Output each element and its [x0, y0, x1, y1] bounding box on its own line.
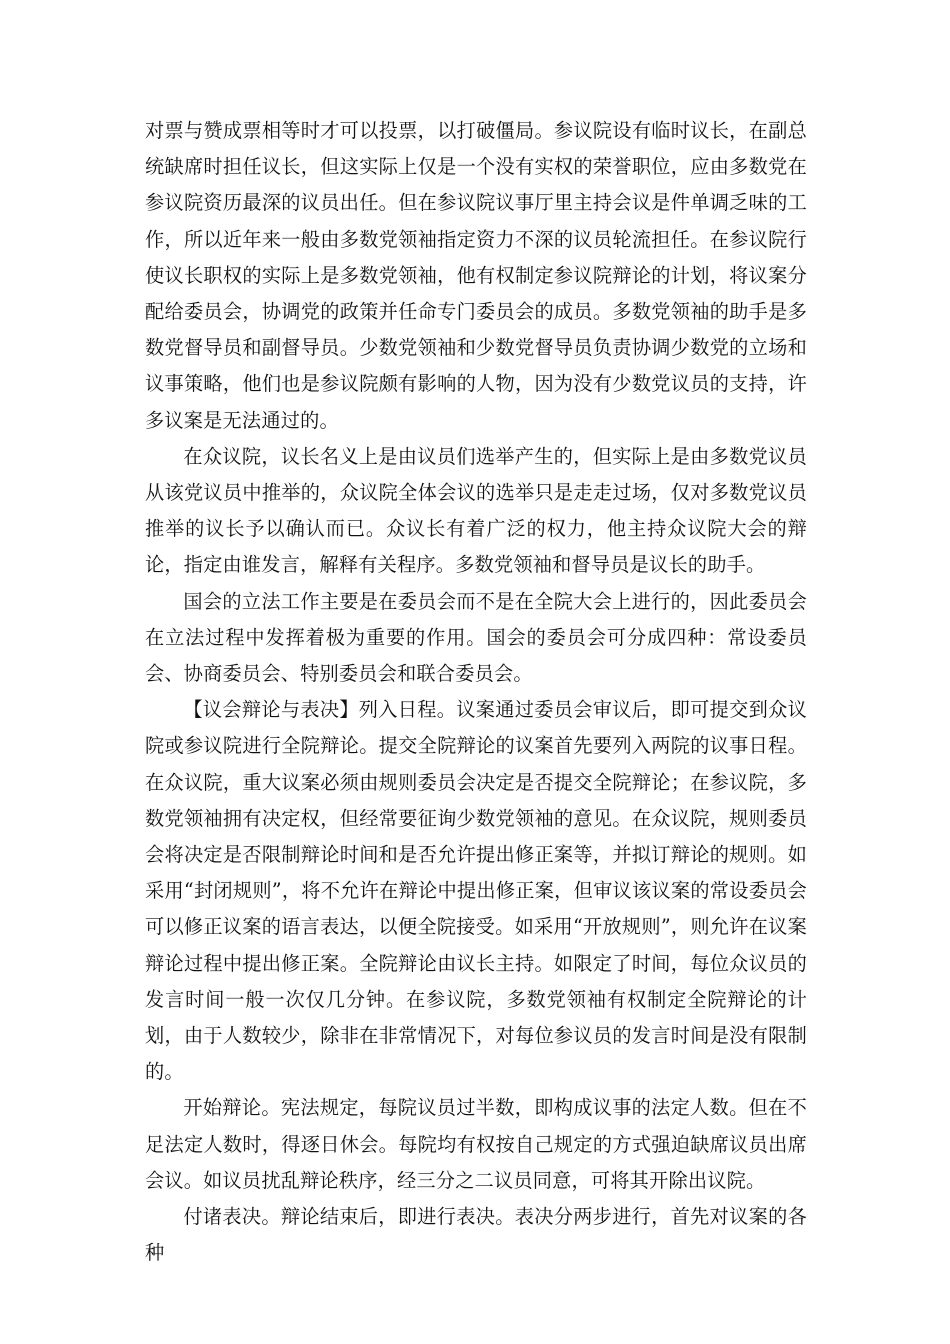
document-page [145, 113, 807, 1272]
paragraph-house-speaker: 在众议院，议长名义上是由议员们选举产生的，但实际上是由多数党议员从该党议员中推举的，众议院全体会议的选举只是走走过场，仅对多数党议员推举的议长予以确认而已。众议长有着广泛的权力，他主持众议院大会的辩论，指定由谁发言，解释有关程序。多数党领袖和督导员是议长的助手。 [145, 444, 807, 577]
paragraph-senate-leadership: 对票与赞成票相等时才可以投票，以打破僵局。参议院设有临时议长，在副总统缺席时担任议长，但这实际上仅是一个没有实权的荣誉职位，应由多数党在参议院资历最深的议员出任。但在参议院议事厅里主持会议是件单调乏味的工作，所以近年来一般由多数党领袖指定资力不深的议员轮流担任。在参议院行使议长职权的实际上是多数党领袖，他有权制定参议院辩论的计划，将议案分配给委员会，协调党的政策并任命专门委员会的成员。多数党领袖的助手是多数党督导员和副督导员。少数党领袖和少数党督导员负责协调少数党的立场和议事策略，他们也是参议院颇有影响的人物，因为没有少数党议员的支持，许多议案是无法通过的。 [145, 119, 807, 432]
paragraph-quorum: 开始辩论。宪法规定，每院议员过半数，即构成议事的法定人数。但在不足法定人数时，得逐日休会。每院均有权按自己规定的方式强迫缺席议员出席会议。如议员扰乱辩论秩序，经三分之二议员同意，可将其开除出议院。 [145, 1096, 807, 1192]
paragraph-committees: 国会的立法工作主要是在委员会而不是在全院大会上进行的，因此委员会在立法过程中发挥着极为重要的作用。国会的委员会可分成四种：常设委员会、协商委员会、特别委员会和联合委员会。 [145, 589, 807, 686]
paragraph-debate-agenda: 【议会辩论与表决】列入日程。议案通过委员会审议后，即可提交到众议院或参议院进行全院辩论。提交全院辩论的议案首先要列入两院的议事日程。在众议院，重大议案必须由规则委员会决定是否提交全院辩论；在参议院，多数党领袖拥有决定权，但经常要征询少数党领袖的意见。在众议院，规则委员会将决定是否限制辩论时间和是否允许提出修正案等，并拟订辩论的规则。如采用“封闭规则”，将不允许在辩论中提出修正案，但审议该议案的常设委员会可以修正议案的语言表达，以便全院接受。如采用“开放规则”，则允许在议案辩论过程中提出修正案。全院辩论由议长主持。如限定了时间，每位众议员的发言时间一般一次仅几分钟。在参议院，多数党领袖有权制定全院辩论的计划，由于人数较少，除非在非常情况下，对每位参议员的发言时间是没有限制的。 [145, 698, 807, 1084]
paragraph-voting: 付诸表决。辩论结束后，即进行表决。表决分两步进行，首先对议案的各种 [145, 1205, 807, 1265]
